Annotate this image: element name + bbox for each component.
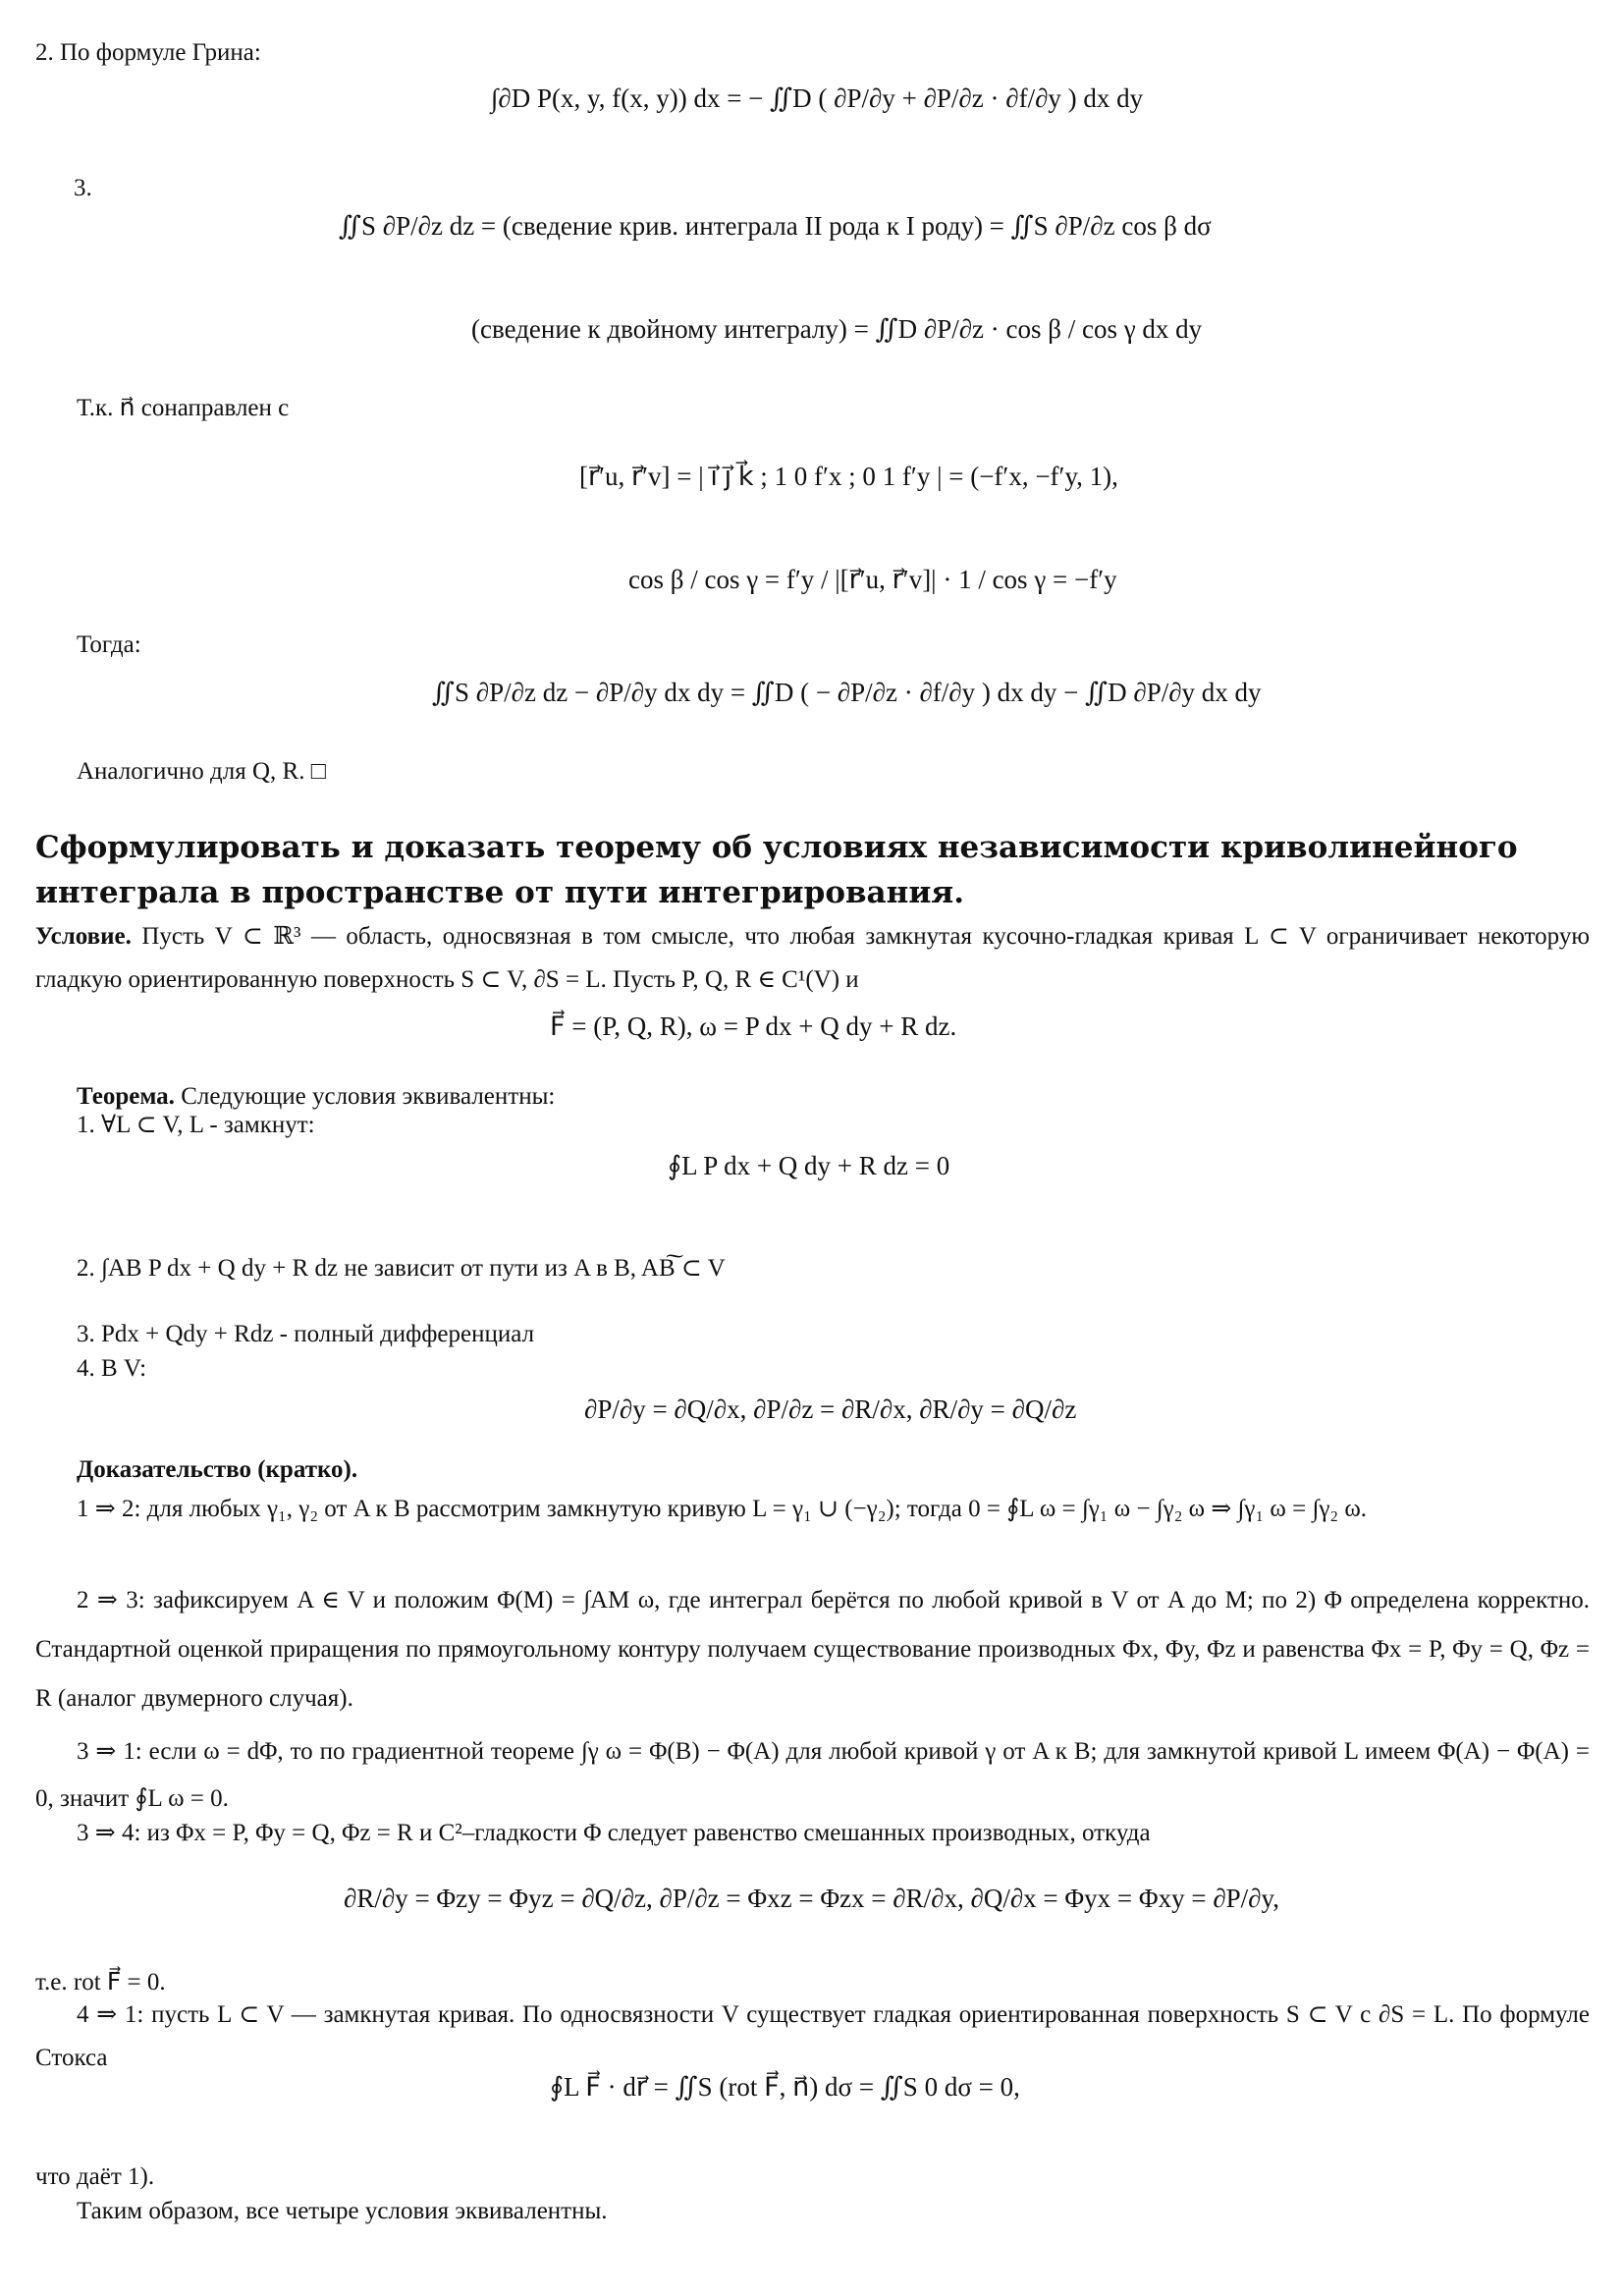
stokes-equation: ∮L F⃗ · dr⃗ = ∬S (rot F⃗, n⃗) dσ = ∬S 0 dσ = 0, bbox=[550, 2072, 1020, 2102]
condition-label: Условие. bbox=[35, 923, 132, 950]
double-integral-equation: (сведение к двойному интегралу) = ∬D ∂P/∂z · cos β / cos γ dx dy bbox=[471, 314, 1203, 344]
green-formula-equation: ∫∂D P(x, y, f(x, y)) dx = − ∬D ( ∂P/∂y + ∂P/∂z · ∂f/∂y ) dx dy bbox=[491, 83, 1144, 113]
cosine-ratio-equation: cos β / cos γ = f′y / |[r⃗′u, r⃗′v]| · 1 / cos γ = −f′y bbox=[628, 565, 1117, 594]
similarly-text: Аналогично для Q, R. □ bbox=[77, 758, 326, 785]
then-label: Тогда: bbox=[77, 631, 141, 658]
condition-2: 2. ∫AB P dx + Q dy + R dz не зависит от пути из A в B, AB͠ ⊂ V bbox=[77, 1255, 726, 1282]
proof-3-to-1: 3 ⇒ 1: если ω = dΦ, то по градиентной теореме ∫γ ω = Φ(B) − Φ(A) для любой кривой γ от A к B; для замкнутой кривой L имеем Φ(A) − Φ(A) = 0, значит ∮L ω = 0. bbox=[35, 1738, 1590, 1812]
condition-4: 4. В V: bbox=[77, 1355, 147, 1382]
normal-direction-text: Т.к. n⃗ сонаправлен с bbox=[77, 395, 290, 421]
theorem-label: Теорема. bbox=[77, 1083, 175, 1110]
condition-1-equation: ∮L P dx + Q dy + R dz = 0 bbox=[668, 1151, 950, 1180]
surface-integral-equation: ∬S ∂P/∂z dz = (сведение крив. интеграла II рода к I роду) = ∬S ∂P/∂z cos β dσ bbox=[339, 211, 1212, 241]
gives-text: что даёт 1). bbox=[35, 2163, 155, 2190]
rot-text: т.е. rot F⃗ = 0. bbox=[35, 1969, 166, 1995]
item-2-label: 2. По формуле Грина: bbox=[35, 39, 261, 66]
definition-equation: F⃗ = (P, Q, R), ω = P dx + Q dy + R dz. bbox=[550, 1011, 957, 1041]
cross-product-equation: [r⃗′u, r⃗′v] = | i⃗ j⃗ k⃗ ; 1 0 f′x ; 0 1 f′y | = (−f′x, −f′y, 1), bbox=[579, 462, 1118, 491]
proof-label: Доказательство (кратко). bbox=[77, 1456, 358, 1483]
mixed-derivatives-equation: ∂R/∂y = Φzy = Φyz = ∂Q/∂z, ∂P/∂z = Φxz = Φzx = ∂R/∂x, ∂Q/∂x = Φyx = Φxy = ∂P/∂y, bbox=[344, 1884, 1280, 1913]
condition-3: 3. Pdx + Qdy + Rdz - полный дифференциал bbox=[77, 1321, 535, 1347]
proof-4-to-1: 4 ⇒ 1: пусть L ⊂ V — замкнутая кривая. По односвязности V существует гладкая ориентированная поверхность S ⊂ V с ∂S = L. По формуле Стокса bbox=[35, 2001, 1590, 2071]
conclusion-text: Таким образом, все четыре условия эквивалентны. bbox=[77, 2198, 608, 2224]
proof-2-to-3: 2 ⇒ 3: зафиксируем A ∈ V и положим Φ(M) = ∫AM ω, где интеграл берётся по любой кривой в V от A до M; по 2) Φ определена корректно. Стандартной оценкой приращения по прямоугольному контуру получаем существование производных Φx, Φy, Φz и равенства Φx = P, Φy = Q, Φz = R (аналог двумерного случая). bbox=[35, 1587, 1590, 1712]
condition-4-equation: ∂P/∂y = ∂Q/∂x, ∂P/∂z = ∂R/∂x, ∂R/∂y = ∂Q/∂z bbox=[584, 1394, 1077, 1424]
condition-paragraph bbox=[35, 915, 1590, 1002]
condition-1: 1. ∀L ⊂ V, L - замкнут: bbox=[77, 1112, 315, 1138]
proof-3-to-4: 3 ⇒ 4: из Φx = P, Φy = Q, Φz = R и C²–гладкости Φ следует равенство смешанных производных, откуда bbox=[77, 1820, 1151, 1846]
theorem-text: Следующие условия эквивалентны: bbox=[181, 1083, 556, 1110]
proof-1-to-2: 1 ⇒ 2: для любых γ₁, γ₂ от A к B рассмотрим замкнутую кривую L = γ₁ ∪ (−γ₂); тогда 0 = ∮L ω = ∫γ₁ ω − ∫γ₂ ω ⇒ ∫γ₁ ω = ∫γ₂ ω. bbox=[77, 1496, 1368, 1522]
section-heading: Сформулировать и доказать теорему об условиях независимости криволинейного интеграла в пространстве от пути интегрирования. bbox=[35, 830, 1518, 910]
item-3-label: 3. bbox=[74, 175, 92, 201]
condition-text: Пусть V ⊂ ℝ³ — область, односвязная в том смысле, что любая замкнутая кусочно-гладкая кривая L ⊂ V ограничивает некоторую гладкую ориентированную поверхность S ⊂ V, ∂S = L. Пусть P, Q, R ∈ C¹(V) и bbox=[35, 923, 1590, 993]
result-equation: ∬S ∂P/∂z dz − ∂P/∂y dx dy = ∬D ( − ∂P/∂z · ∂f/∂y ) dx dy − ∬D ∂P/∂y dx dy bbox=[432, 678, 1262, 707]
